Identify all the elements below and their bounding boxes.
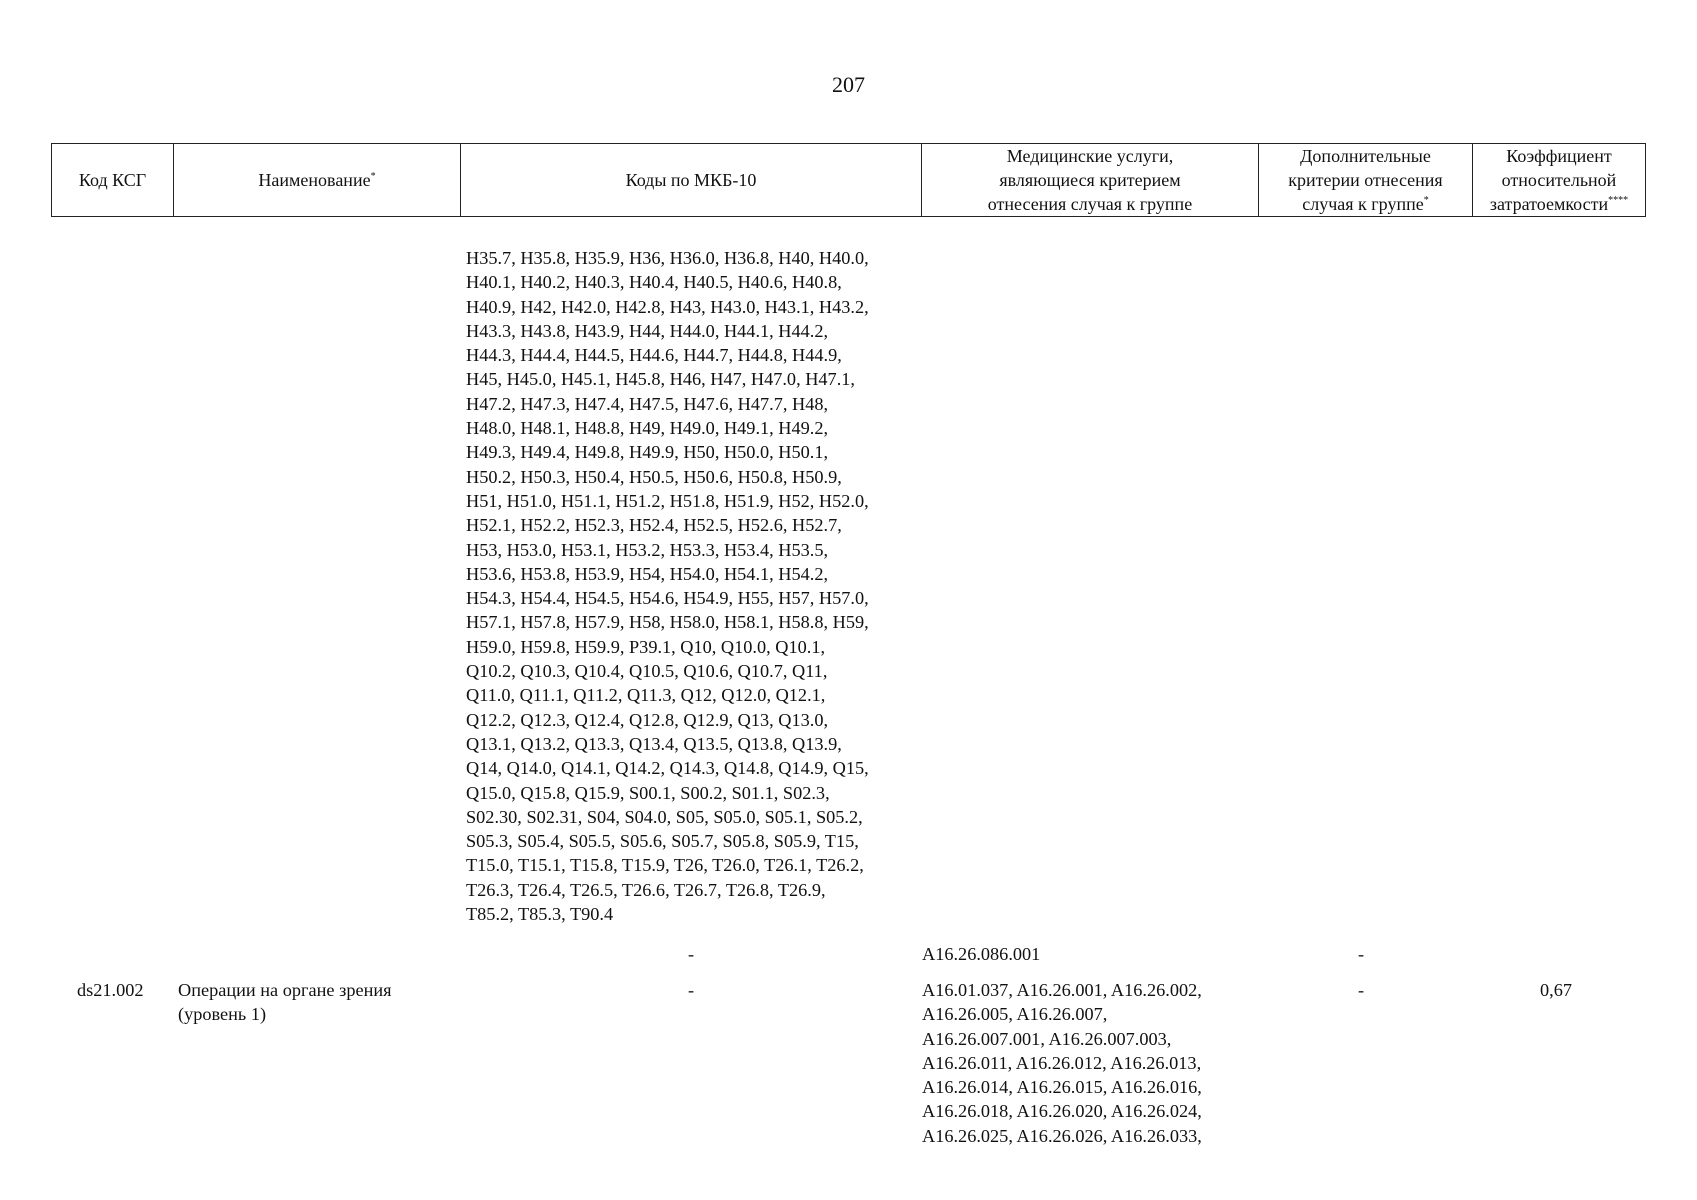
mkb-codes-line: H43.3, H43.8, H43.9, H44, H44.0, H44.1, H44.2,: [466, 320, 829, 341]
mkb-codes-line: H53, H53.0, H53.1, H53.2, H53.3, H53.4, H53.5,: [466, 539, 829, 560]
row-b-service-line: A16.01.037, A16.26.001, A16.26.002,: [922, 980, 1202, 1000]
mkb-codes-line: H52.1, H52.2, H52.3, H52.4, H52.5, H52.6, H52.7,: [466, 515, 842, 536]
mkb-codes-line: Q11.0, Q11.1, Q11.2, Q11.3, Q12, Q12.0, Q12.1,: [466, 685, 826, 706]
mkb-codes-line: H35.7, H35.8, H35.9, H36, H36.0, H36.8, H40, H40.0,: [466, 248, 869, 268]
row-b-service-line: A16.26.007.001, A16.26.007.003,: [922, 1028, 1172, 1049]
row-a-mkb-dash: -: [687, 944, 695, 964]
mkb-codes-line: H44.3, H44.4, H44.5, H44.6, H44.7, H44.8, H44.9,: [466, 345, 842, 366]
mkb-codes-line: H40.9, H42, H42.0, H42.8, H43, H43.0, H43.1, H43.2,: [466, 296, 869, 317]
mkb-codes-line: H49.3, H49.4, H49.8, H49.9, H50, H50.0, H50.1,: [466, 442, 829, 463]
row-b-service-line: A16.26.005, A16.26.007,: [922, 1004, 1108, 1025]
header-name: Наименование*: [174, 144, 461, 217]
mkb-codes-line: H48.0, H48.1, H48.8, H49, H49.0, H49.1, H49.2,: [466, 418, 829, 439]
mkb-codes-line: T15.0, T15.1, T15.8, T15.9, T26, T26.0, T26.1, T26.2,: [466, 855, 864, 876]
mkb-codes-line: Q14, Q14.0, Q14.1, Q14.2, Q14.3, Q14.8, Q14.9, Q15,: [466, 758, 869, 779]
mkb-codes-line: T85.2, T85.3, T90.4: [466, 904, 614, 925]
mkb-codes-list: [466, 246, 926, 926]
mkb-codes-line: H50.2, H50.3, H50.4, H50.5, H50.6, H50.8, H50.9,: [466, 466, 842, 487]
mkb-codes-line: Q13.1, Q13.2, Q13.3, Q13.4, Q13.5, Q13.8, Q13.9,: [466, 733, 842, 754]
row-b-coefficient: 0,67: [1540, 980, 1572, 1000]
mkb-codes-line: S02.30, S02.31, S04, S04.0, S05, S05.0, S05.1, S05.2,: [466, 806, 863, 827]
header-additional-criteria: Дополнительные критерии отнесения случая к группе*: [1259, 144, 1473, 217]
mkb-codes-line: H51, H51.0, H51.1, H51.2, H51.8, H51.9, H52, H52.0,: [466, 490, 869, 511]
header-coefficient: Коэффициент относительной затратоемкости****: [1473, 144, 1646, 217]
row-a-services: A16.26.086.001: [922, 944, 1041, 964]
page-number: 207: [832, 72, 865, 97]
mkb-codes-line: H59.0, H59.8, H59.9, P39.1, Q10, Q10.0, Q10.1,: [466, 636, 826, 657]
row-b-service-line: A16.26.014, A16.26.015, A16.26.016,: [922, 1077, 1202, 1098]
row-b-service-line: A16.26.025, A16.26.026, A16.26.033,: [922, 1125, 1202, 1146]
mkb-codes-line: T26.3, T26.4, T26.5, T26.6, T26.7, T26.8, T26.9,: [466, 879, 826, 900]
header-medical-services: Медицинские услуги, являющиеся критерием отнесения случая к группе: [922, 144, 1259, 217]
row-b-name-line: Операции на органе зрения: [178, 980, 392, 1000]
row-a-additional-dash: -: [1357, 944, 1365, 964]
mkb-codes-line: H45, H45.0, H45.1, H45.8, H46, H47, H47.0, H47.1,: [466, 369, 855, 390]
row-b-name: [178, 978, 392, 1027]
mkb-codes-line: Q10.2, Q10.3, Q10.4, Q10.5, Q10.6, Q10.7, Q11,: [466, 661, 828, 682]
mkb-codes-line: S05.3, S05.4, S05.5, S05.6, S05.7, S05.8, S05.9, T15,: [466, 831, 859, 852]
mkb-codes-line: Q15.0, Q15.8, Q15.9, S00.1, S00.2, S01.1, S02.3,: [466, 782, 830, 803]
row-b-name-line: (уровень 1): [178, 1004, 267, 1025]
mkb-codes-line: H54.3, H54.4, H54.5, H54.6, H54.9, H55, H57, H57.0,: [466, 588, 869, 609]
row-b-mkb-dash: -: [687, 980, 695, 1000]
table-header: [51, 143, 1646, 217]
header-ksg-code: Код КСГ: [52, 144, 174, 217]
row-b-additional-dash: -: [1357, 980, 1365, 1000]
row-b-ksg-code: ds21.002: [77, 980, 144, 1000]
mkb-codes-line: H53.6, H53.8, H53.9, H54, H54.0, H54.1, H54.2,: [466, 563, 829, 584]
row-b-service-line: A16.26.018, A16.26.020, A16.26.024,: [922, 1101, 1202, 1122]
row-b-services: [922, 978, 1202, 1148]
mkb-codes-line: H40.1, H40.2, H40.3, H40.4, H40.5, H40.6, H40.8,: [466, 272, 842, 293]
mkb-codes-line: Q12.2, Q12.3, Q12.4, Q12.8, Q12.9, Q13, Q13.0,: [466, 709, 829, 730]
header-mkb-codes: Коды по МКБ-10: [461, 144, 922, 217]
mkb-codes-line: H47.2, H47.3, H47.4, H47.5, H47.6, H47.7, H48,: [466, 393, 829, 414]
row-b-service-line: A16.26.011, A16.26.012, A16.26.013,: [922, 1052, 1202, 1073]
mkb-codes-line: H57.1, H57.8, H57.9, H58, H58.0, H58.1, H58.8, H59,: [466, 612, 869, 633]
